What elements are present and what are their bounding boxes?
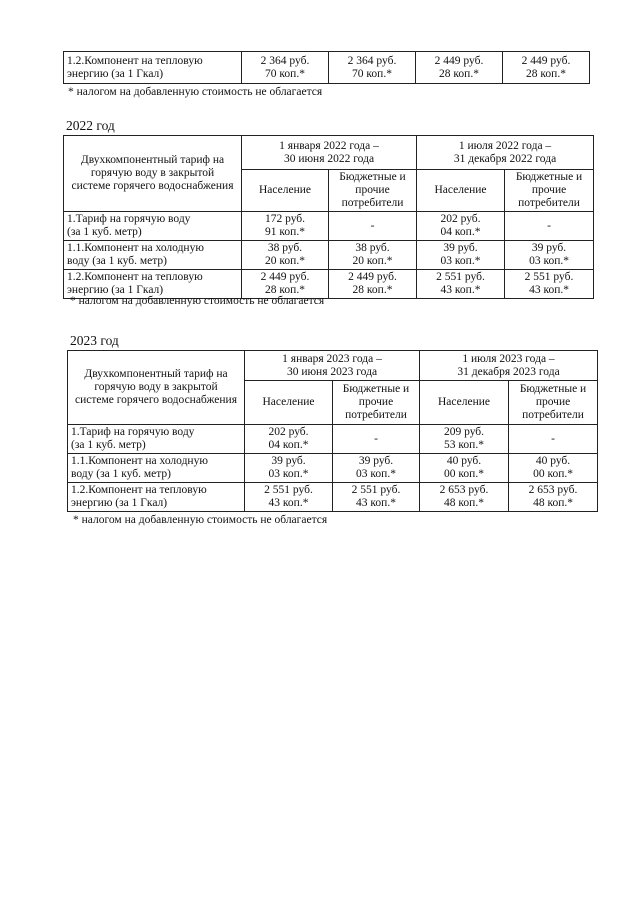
value-cell: 2 449 руб. 28 коп.* xyxy=(416,52,503,84)
period-header: 1 июля 2023 года – 31 декабря 2023 года xyxy=(420,351,598,381)
column-header-population: Население xyxy=(417,170,505,212)
value-cell: 2 364 руб. 70 коп.* xyxy=(242,52,329,84)
value-cell: 2 449 руб. 28 коп.* xyxy=(329,270,417,299)
value-cell: 2 551 руб. 43 коп.* xyxy=(333,483,420,512)
table-row xyxy=(68,454,598,483)
value-cell: 39 руб. 03 коп.* xyxy=(505,241,594,270)
value-cell: - xyxy=(505,212,594,241)
value-cell: 209 руб. 53 коп.* xyxy=(420,425,509,454)
value-cell: 2 551 руб. 43 коп.* xyxy=(505,270,594,299)
value-cell: - xyxy=(329,212,417,241)
value-cell: 2 449 руб. 28 коп.* xyxy=(503,52,590,84)
column-header-population: Население xyxy=(242,170,329,212)
value-cell: 202 руб. 04 коп.* xyxy=(417,212,505,241)
value-cell: 2 653 руб. 48 коп.* xyxy=(420,483,509,512)
value-cell: 38 руб. 20 коп.* xyxy=(242,241,329,270)
column-header-budget: Бюджетные и прочие потребители xyxy=(333,381,420,425)
column-header-budget: Бюджетные и прочие потребители xyxy=(505,170,594,212)
column-header-budget: Бюджетные и прочие потребители xyxy=(509,381,598,425)
tariff-table-2022 xyxy=(63,135,594,299)
value-cell: 2 551 руб. 43 коп.* xyxy=(417,270,505,299)
table-row xyxy=(64,52,590,84)
column-header-population: Население xyxy=(245,381,333,425)
period-header: 1 января 2022 года – 30 июня 2022 года xyxy=(242,136,417,170)
value-cell: 2 653 руб. 48 коп.* xyxy=(509,483,598,512)
year-heading-2022: 2022 год xyxy=(66,118,115,133)
value-cell: 2 551 руб. 43 коп.* xyxy=(245,483,333,512)
value-cell: 38 руб. 20 коп.* xyxy=(329,241,417,270)
row-label: 1.2.Компонент на тепловую энергию (за 1 Гкал) xyxy=(64,270,242,299)
row-label: 1.Тариф на горячую воду (за 1 куб. метр) xyxy=(68,425,245,454)
table-header-row xyxy=(64,136,594,170)
value-cell: - xyxy=(509,425,598,454)
corner-header: Двухкомпонентный тариф на горячую воду в закрытой системе горячего водоснабжения xyxy=(68,351,245,425)
year-heading-2023: 2023 год xyxy=(70,333,119,348)
value-cell: - xyxy=(333,425,420,454)
table-header-row xyxy=(68,351,598,381)
top-tariff-table xyxy=(63,51,590,84)
column-header-budget: Бюджетные и прочие потребители xyxy=(329,170,417,212)
vat-note: * налогом на добавленную стоимость не облагается xyxy=(70,295,325,307)
period-header: 1 января 2023 года – 30 июня 2023 года xyxy=(245,351,420,381)
table-row xyxy=(68,483,598,512)
tariff-table-2023 xyxy=(67,350,598,512)
vat-note: * налогом на добавленную стоимость не облагается xyxy=(73,514,328,526)
value-cell: 39 руб. 03 коп.* xyxy=(417,241,505,270)
row-label: 1.Тариф на горячую воду (за 1 куб. метр) xyxy=(64,212,242,241)
value-cell: 40 руб. 00 коп.* xyxy=(420,454,509,483)
row-label: 1.1.Компонент на холодную воду (за 1 куб. метр) xyxy=(68,454,245,483)
column-header-population: Население xyxy=(420,381,509,425)
row-label: 1.1.Компонент на холодную воду (за 1 куб. метр) xyxy=(64,241,242,270)
value-cell: 2 364 руб. 70 коп.* xyxy=(329,52,416,84)
corner-header: Двухкомпонентный тариф на горячую воду в закрытой системе горячего водоснабжения xyxy=(64,136,242,212)
value-cell: 40 руб. 00 коп.* xyxy=(509,454,598,483)
row-label: 1.2.Компонент на тепловую энергию (за 1 Гкал) xyxy=(68,483,245,512)
period-header: 1 июля 2022 года – 31 декабря 2022 года xyxy=(417,136,594,170)
value-cell: 39 руб. 03 коп.* xyxy=(333,454,420,483)
vat-note: * налогом на добавленную стоимость не облагается xyxy=(68,86,323,98)
value-cell: 2 449 руб. 28 коп.* xyxy=(242,270,329,299)
value-cell: 39 руб. 03 коп.* xyxy=(245,454,333,483)
table-row xyxy=(64,212,594,241)
row-label: 1.2.Компонент на тепловую энергию (за 1 Гкал) xyxy=(64,52,242,84)
table-row xyxy=(64,241,594,270)
value-cell: 202 руб. 04 коп.* xyxy=(245,425,333,454)
value-cell: 172 руб. 91 коп.* xyxy=(242,212,329,241)
table-row xyxy=(68,425,598,454)
